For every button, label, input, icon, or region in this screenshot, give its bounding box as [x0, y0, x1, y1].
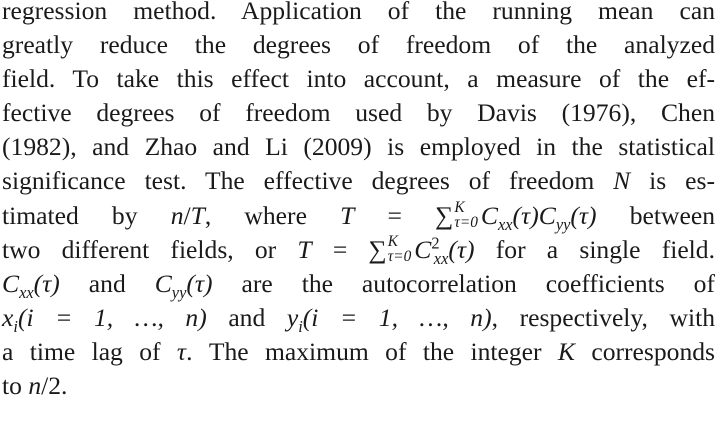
paragraph-line: fective degrees of freedom used by Davis (1976), Chen — [2, 98, 715, 128]
text-run: two different fields, or — [2, 234, 298, 264]
math-symbol: x — [2, 302, 14, 332]
text-run: a time lag of — [2, 336, 177, 366]
paragraph-line — [2, 301, 715, 335]
math-symbol: τ — [176, 336, 187, 366]
text-run: to — [2, 371, 29, 401]
summation-symbol: ∑ — [368, 234, 387, 264]
text-run: are the autocorrelation coefficients of — [212, 268, 715, 298]
math-symbol: y — [286, 302, 299, 332]
paragraph-line — [2, 369, 715, 403]
paragraph-line: (1982), and Zhao and Li (2009) is employed in the statistical — [2, 132, 715, 162]
math-range: (i = 1, …, n) — [302, 302, 492, 332]
paragraph-line — [2, 233, 715, 267]
math-subscript: i — [298, 316, 303, 336]
math-symbol: T — [340, 200, 355, 230]
math-subscript: yy — [555, 214, 571, 234]
lower-limit: τ=0 — [387, 247, 412, 265]
math-symbol: K — [557, 336, 575, 366]
math-range: (i = 1, …, n) — [17, 302, 207, 332]
paragraph-line: regression method. Application of the running mean can — [2, 0, 715, 25]
text-run: is es- — [630, 166, 715, 196]
summation-limits — [454, 201, 478, 230]
summation-symbol: ∑ — [435, 200, 454, 230]
text-run: between — [596, 200, 716, 230]
text-run: / — [183, 200, 191, 230]
paragraph-line: field. To take this effect into account, a measure of the ef- — [2, 64, 715, 94]
math-argument: (τ) — [33, 268, 60, 298]
math-argument: (τ) — [448, 234, 475, 264]
text-run: and — [59, 268, 155, 298]
text-run: timated by — [2, 200, 171, 230]
text-run: corresponds — [574, 336, 716, 366]
lower-limit: τ=0 — [454, 213, 478, 231]
math-argument: (τ) — [512, 200, 539, 230]
math-symbol: C — [2, 268, 20, 298]
summation-limits — [388, 235, 412, 264]
math-symbol: C — [414, 234, 432, 264]
upper-limit: K — [387, 233, 398, 251]
math-subscript: i — [13, 316, 18, 336]
text-run: , respectively, with — [491, 302, 716, 332]
paragraph-line: greatly reduce the degrees of freedom of the analyzed — [2, 30, 715, 60]
math-symbol: T — [190, 200, 205, 230]
math-symbol: n — [170, 200, 184, 230]
math-operator: = — [354, 200, 436, 230]
text-run: and — [206, 302, 287, 332]
text-run: /2. — [41, 371, 68, 401]
math-argument: (τ) — [570, 200, 597, 230]
paragraph-line — [2, 199, 715, 233]
math-symbol: n — [28, 371, 42, 401]
math-subscript: yy — [171, 282, 187, 302]
upper-limit: K — [454, 199, 465, 217]
paragraph-line — [2, 164, 715, 198]
text-run: for a single field. — [474, 234, 715, 264]
math-subscript: xx — [433, 248, 449, 268]
math-superscript: 2 — [431, 233, 440, 253]
math-symbol: C — [538, 200, 556, 230]
math-symbol: C — [154, 268, 172, 298]
math-operator: = — [311, 234, 369, 264]
math-symbol: N — [613, 166, 631, 196]
text-run: , where — [204, 200, 341, 230]
math-subscript: xx — [19, 282, 34, 302]
text-run: significance test. The effective degrees of freedom — [2, 166, 614, 196]
math-subscript: xx — [497, 214, 513, 234]
math-symbol: T — [297, 234, 312, 264]
math-symbol: C — [480, 200, 498, 230]
paragraph-line — [2, 335, 715, 369]
math-argument: (τ) — [186, 268, 213, 298]
paragraph-line — [2, 267, 715, 301]
text-run: . The maximum of the integer — [186, 336, 558, 366]
